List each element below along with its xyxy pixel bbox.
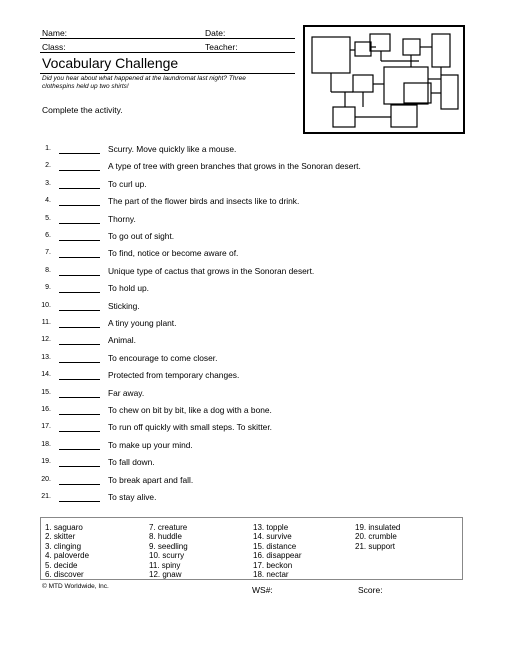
ws-label: WS#: [252, 585, 273, 595]
question-number: 21. [41, 493, 51, 500]
answer-blank[interactable] [59, 449, 100, 450]
question-number: 9. [45, 284, 51, 292]
question-definition: Unique type of cactus that grows in the Sonoran desert. [108, 265, 315, 276]
word-bank-item: 3. clinging [45, 541, 82, 551]
date-label: Date: [205, 28, 226, 38]
intro-line-2: clothespins held up two shirts! [42, 83, 129, 90]
answer-blank[interactable] [59, 170, 100, 171]
instructions: Complete the activity. [42, 105, 123, 115]
question-definition: To break apart and fall. [108, 474, 194, 485]
answer-blank[interactable] [59, 275, 100, 276]
answer-blank[interactable] [59, 362, 100, 363]
intro-line-1: Did you hear about what happened at the laundromat last night? Three [42, 75, 246, 82]
word-bank-item: 17. beckon [253, 560, 293, 570]
word-bank-item: 10. scurry [149, 551, 185, 561]
word-bank-item: 20. crumble [355, 532, 397, 542]
question-definition: To make up your mind. [108, 439, 193, 450]
question-definition: Scurry. Move quickly like a mouse. [108, 144, 237, 154]
question-definition: To fall down. [108, 457, 155, 468]
answer-blank[interactable] [59, 484, 100, 485]
answer-blank[interactable] [59, 257, 100, 258]
question-definition: Thorny. [108, 213, 136, 224]
word-bank-item: 21. support [355, 541, 396, 551]
question-definition: A type of tree with green branches that grows in the Sonoran desert. [108, 161, 361, 172]
question-number: 3. [45, 179, 51, 187]
word-bank-item: 19. insulated [355, 523, 401, 532]
teacher-label: Teacher: [205, 42, 238, 52]
word-bank-item: 6. discover [45, 570, 84, 580]
answer-blank[interactable] [59, 188, 100, 189]
question-number: 6. [45, 232, 51, 239]
question-number: 19. [41, 458, 51, 466]
question-definition: A tiny young plant. [108, 318, 177, 328]
question-number: 2. [45, 162, 51, 170]
question-definition: Far away. [108, 387, 145, 398]
question-definition: To encourage to come closer. [108, 352, 218, 363]
question-definition: Sticking. [108, 300, 140, 311]
question-definition: To chew on bit by bit, like a dog with a bone. [108, 405, 272, 415]
question-number: 15. [41, 388, 51, 396]
answer-blank[interactable] [59, 344, 100, 345]
question-number: 11. [41, 319, 51, 326]
question-definition: The part of the flower birds and insects like to drink. [108, 196, 300, 207]
answer-blank[interactable] [59, 379, 100, 380]
word-bank-item: 4. paloverde [45, 551, 90, 561]
answer-blank[interactable] [59, 223, 100, 224]
word-bank-column [45, 523, 89, 579]
question-number: 18. [41, 440, 51, 448]
score-label: Score: [358, 585, 383, 595]
page-title: Vocabulary Challenge [42, 55, 179, 71]
question-definition: To stay alive. [108, 492, 157, 502]
question-number: 13. [41, 353, 51, 361]
question-number: 10. [41, 301, 51, 309]
box-puzzle-image [303, 25, 465, 134]
answer-blank[interactable] [59, 466, 100, 467]
question-number: 1. [45, 145, 51, 152]
word-bank-item: 15. distance [253, 541, 297, 551]
word-bank-item: 2. skitter [45, 532, 76, 542]
word-bank-item: 5. decide [45, 560, 78, 570]
word-bank-item: 12. gnaw [149, 570, 182, 580]
word-bank-column [149, 523, 188, 579]
answer-blank[interactable] [59, 431, 100, 432]
name-label: Name: [42, 28, 68, 38]
word-bank-column [355, 523, 400, 551]
word-bank-item: 9. seedling [149, 541, 188, 551]
question-definition: To go out of sight. [108, 231, 175, 241]
word-bank-item: 1. saguaro [45, 523, 83, 532]
copyright: © MTD Worldwide, Inc. [42, 583, 109, 590]
question-number: 16. [41, 406, 51, 413]
question-number: 14. [41, 371, 51, 379]
question-definition: Protected from temporary changes. [108, 370, 240, 381]
answer-blank[interactable] [59, 501, 100, 502]
header-rule-1 [40, 38, 295, 39]
class-label: Class: [42, 42, 66, 52]
word-bank-item: 14. survive [253, 532, 292, 542]
question-number: 20. [41, 475, 51, 483]
question-definition: To hold up. [108, 283, 149, 294]
question-definition: Animal. [108, 335, 136, 346]
answer-blank[interactable] [59, 153, 100, 154]
question-number: 4. [45, 197, 51, 205]
question-number: 12. [41, 336, 51, 344]
question-number: 7. [45, 249, 51, 257]
answer-blank[interactable] [59, 240, 100, 241]
intro-text [42, 75, 292, 91]
title-rule [40, 73, 295, 74]
question-definition: To curl up. [108, 178, 147, 189]
answer-blank[interactable] [59, 292, 100, 293]
answer-blank[interactable] [59, 397, 100, 398]
answer-blank[interactable] [59, 205, 100, 206]
answer-blank[interactable] [59, 327, 100, 328]
header-rule-2 [40, 52, 295, 53]
question-definition: To find, notice or become aware of. [108, 248, 239, 259]
word-bank-column [253, 523, 301, 579]
question-number: 8. [45, 266, 51, 274]
question-number: 17. [41, 423, 51, 431]
question-definition: To run off quickly with small steps. To skitter. [108, 422, 272, 433]
word-bank-item: 11. spiny [149, 560, 181, 570]
word-bank-item: 7. creature [149, 523, 188, 532]
word-bank-item: 16. disappear [253, 551, 302, 561]
word-bank-item: 18. nectar [253, 570, 289, 580]
answer-blank[interactable] [59, 310, 100, 311]
word-bank-item: 8. huddle [149, 532, 182, 542]
word-bank [40, 517, 463, 580]
word-bank-item: 13. topple [253, 523, 289, 532]
question-number: 5. [45, 214, 51, 222]
answer-blank[interactable] [59, 414, 100, 415]
